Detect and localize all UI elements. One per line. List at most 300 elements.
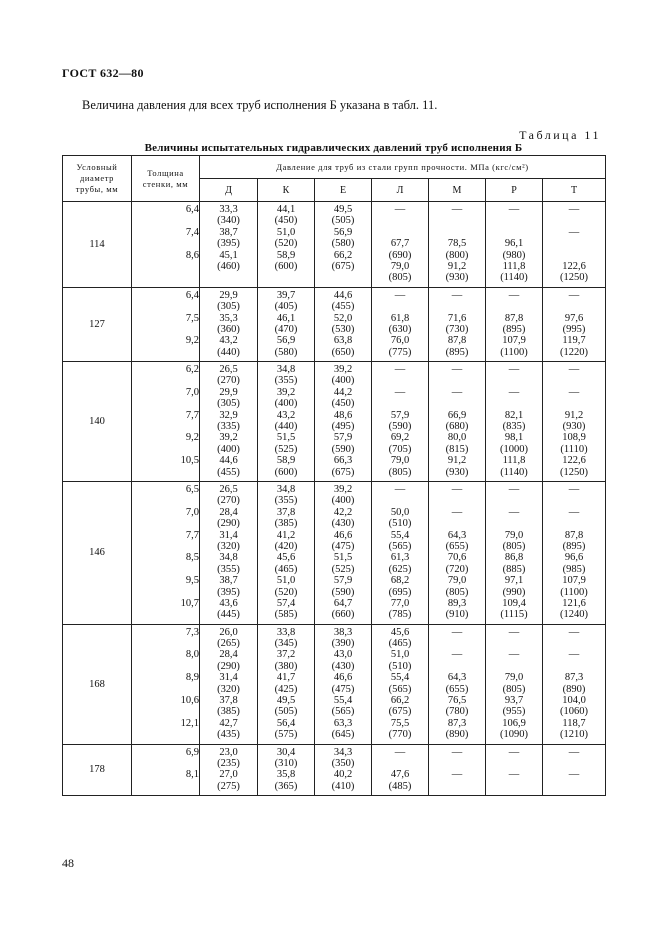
cell-line: (1100) bbox=[560, 586, 588, 598]
cell-line: 44,2 bbox=[333, 386, 353, 398]
cell-line bbox=[486, 375, 542, 386]
cell-line: — bbox=[508, 506, 520, 518]
cell-line: (310) bbox=[274, 757, 298, 769]
cell-line: (895) bbox=[562, 540, 586, 552]
cell-line: 46,6 bbox=[333, 672, 353, 684]
cell-line: — bbox=[568, 769, 580, 781]
cell-line: — bbox=[451, 364, 463, 376]
cell-line: (805) bbox=[445, 586, 469, 598]
cell-line bbox=[132, 518, 199, 529]
pressure-cell bbox=[372, 362, 429, 482]
cell-line bbox=[132, 301, 199, 312]
cell-line: (1110) bbox=[560, 443, 588, 455]
cell-line: — bbox=[568, 386, 580, 398]
cell-line: 67,7 bbox=[390, 238, 410, 250]
cell-line: 45,6 bbox=[390, 626, 410, 638]
cell-line bbox=[429, 638, 485, 649]
document-header: ГОСТ 632—80 bbox=[62, 66, 144, 80]
cell-line: 57,4 bbox=[276, 597, 296, 609]
table-label: Таблица 11 bbox=[519, 128, 601, 142]
cell-line: 111,8 bbox=[502, 455, 526, 467]
pressure-cell bbox=[486, 202, 543, 288]
cell-line: 107,9 bbox=[562, 575, 586, 587]
cell-line: 51,0 bbox=[276, 226, 296, 238]
cell-line: 46,6 bbox=[333, 529, 353, 541]
cell-line: (335) bbox=[217, 421, 240, 433]
cell-line bbox=[429, 398, 485, 409]
cell-line: (695) bbox=[388, 586, 412, 598]
thickness-cell bbox=[132, 362, 200, 482]
cell-line bbox=[132, 684, 199, 695]
cell-line: (930) bbox=[445, 272, 469, 284]
cell-line: 43,2 bbox=[219, 335, 238, 347]
grade-header: К bbox=[258, 179, 315, 202]
cell-line bbox=[543, 518, 605, 529]
cell-line: (1250) bbox=[560, 466, 588, 478]
cell-line: 8,6 bbox=[185, 249, 199, 261]
cell-line: (930) bbox=[445, 466, 469, 478]
pressure-header: Давление для труб из стали групп прочности. МПа (кгс/см²) bbox=[200, 156, 606, 179]
cell-line: 51,5 bbox=[276, 432, 296, 444]
pressure-cell bbox=[258, 287, 315, 361]
cell-line: — bbox=[508, 626, 520, 638]
cell-line: 39,2 bbox=[276, 386, 296, 398]
cell-line: (400) bbox=[217, 443, 240, 455]
cell-line: 28,4 bbox=[219, 506, 238, 518]
cell-line: — bbox=[568, 289, 580, 301]
cell-line: (990) bbox=[502, 586, 526, 598]
cell-line: (895) bbox=[445, 346, 469, 358]
cell-line: — bbox=[451, 746, 463, 758]
pressure-cell bbox=[486, 481, 543, 624]
cell-line bbox=[429, 661, 485, 672]
diameter-cell: 146 bbox=[63, 481, 132, 624]
cell-line: (590) bbox=[388, 421, 412, 433]
cell-line: 89,3 bbox=[447, 597, 467, 609]
cell-line: 44,6 bbox=[219, 455, 238, 467]
cell-line bbox=[132, 706, 199, 717]
cell-line bbox=[372, 495, 428, 506]
cell-line: — bbox=[508, 649, 520, 661]
cell-line: 96,6 bbox=[564, 552, 584, 564]
cell-line: 9,5 bbox=[185, 575, 199, 587]
cell-line: 79,0 bbox=[504, 529, 524, 541]
cell-line bbox=[429, 227, 485, 238]
cell-line bbox=[486, 301, 542, 312]
cell-line: — bbox=[394, 289, 406, 301]
cell-line: (475) bbox=[331, 540, 355, 552]
cell-line bbox=[132, 238, 199, 249]
cell-line bbox=[543, 375, 605, 386]
pressure-cell bbox=[429, 624, 486, 744]
cell-line: (815) bbox=[445, 443, 469, 455]
cell-line: 78,5 bbox=[447, 238, 467, 250]
cell-line: 37,8 bbox=[219, 695, 238, 707]
cell-line: 55,4 bbox=[390, 672, 410, 684]
pressure-cell bbox=[315, 362, 372, 482]
cell-line bbox=[132, 444, 199, 455]
cell-line: (440) bbox=[217, 346, 240, 358]
cell-line: 79,0 bbox=[504, 672, 524, 684]
cell-line bbox=[132, 609, 199, 620]
cell-line: 44,6 bbox=[333, 289, 353, 301]
cell-line: (575) bbox=[274, 729, 298, 741]
cell-line: 108,9 bbox=[562, 432, 586, 444]
cell-line: 119,7 bbox=[562, 335, 586, 347]
cell-line: (730) bbox=[445, 323, 469, 335]
cell-line: 122,6 bbox=[562, 455, 586, 467]
cell-line: 44,1 bbox=[276, 204, 296, 215]
cell-line: 8,1 bbox=[185, 769, 199, 781]
cell-line: 26,5 bbox=[219, 483, 238, 495]
cell-line bbox=[132, 467, 199, 478]
diameter-cell: 168 bbox=[63, 624, 132, 744]
cell-line: 28,4 bbox=[219, 649, 238, 661]
cell-line bbox=[486, 758, 542, 769]
cell-line: (235) bbox=[217, 757, 240, 769]
cell-line: (525) bbox=[274, 443, 298, 455]
cell-line: (600) bbox=[274, 260, 298, 272]
cell-line: (770) bbox=[388, 729, 412, 741]
cell-line: (470) bbox=[274, 323, 298, 335]
pressure-cell bbox=[372, 481, 429, 624]
pressure-cell bbox=[543, 287, 606, 361]
cell-line: 26,0 bbox=[219, 626, 238, 638]
cell-line: 56,9 bbox=[333, 226, 353, 238]
cell-line: 39,7 bbox=[276, 289, 296, 301]
pressure-cell bbox=[543, 624, 606, 744]
cell-line: 58,9 bbox=[276, 249, 296, 261]
cell-line: — bbox=[568, 506, 580, 518]
thickness-cell bbox=[132, 744, 200, 796]
cell-line: (565) bbox=[331, 706, 355, 718]
cell-line: (660) bbox=[331, 609, 355, 621]
cell-line: (995) bbox=[562, 323, 586, 335]
cell-line bbox=[429, 758, 485, 769]
pressure-cell bbox=[486, 744, 543, 796]
cell-line: (400) bbox=[331, 495, 355, 507]
cell-line: (1100) bbox=[500, 346, 528, 358]
cell-line: (675) bbox=[388, 706, 412, 718]
cell-line: (590) bbox=[331, 443, 355, 455]
cell-line: (465) bbox=[388, 638, 412, 650]
cell-line bbox=[543, 781, 605, 792]
cell-line: 6,2 bbox=[185, 364, 199, 376]
cell-line: (805) bbox=[388, 272, 412, 284]
pressure-cell bbox=[486, 287, 543, 361]
cell-line: 87,3 bbox=[447, 717, 467, 729]
cell-line bbox=[486, 495, 542, 506]
cell-line: — bbox=[508, 364, 520, 376]
diameter-cell: 114 bbox=[63, 202, 132, 288]
cell-line: 106,9 bbox=[502, 717, 526, 729]
cell-line: 49,5 bbox=[276, 695, 296, 707]
cell-line: 34,3 bbox=[333, 746, 353, 758]
cell-line: (885) bbox=[502, 563, 526, 575]
pressure-cell bbox=[486, 362, 543, 482]
cell-line: 7,7 bbox=[185, 409, 199, 421]
cell-line: 86,8 bbox=[504, 552, 524, 564]
cell-line: — bbox=[451, 506, 463, 518]
cell-line bbox=[132, 421, 199, 432]
cell-line: 9,2 bbox=[185, 432, 199, 444]
cell-line: (1140) bbox=[500, 272, 528, 284]
cell-line: 69,2 bbox=[390, 432, 410, 444]
cell-line: — bbox=[508, 746, 520, 758]
cell-line: (270) bbox=[217, 495, 240, 507]
cell-line bbox=[132, 375, 199, 386]
cell-line bbox=[543, 238, 605, 249]
cell-line: 63,8 bbox=[333, 335, 353, 347]
table-row bbox=[63, 481, 606, 624]
cell-line: — bbox=[394, 483, 406, 495]
cell-line bbox=[372, 398, 428, 409]
cell-line: 50,0 bbox=[390, 506, 410, 518]
cell-line: (455) bbox=[331, 301, 355, 313]
cell-line: 66,2 bbox=[390, 695, 410, 707]
cell-line: (930) bbox=[562, 421, 586, 433]
cell-line: 39,2 bbox=[333, 483, 353, 495]
cell-line: (385) bbox=[217, 706, 240, 718]
pressure-cell bbox=[315, 287, 372, 361]
cell-line: (465) bbox=[274, 563, 298, 575]
cell-line: (580) bbox=[331, 238, 355, 250]
cell-line: 6,4 bbox=[185, 204, 199, 215]
grade-header: Е bbox=[315, 179, 372, 202]
cell-line: — bbox=[508, 204, 520, 215]
cell-line: (705) bbox=[388, 443, 412, 455]
cell-line bbox=[132, 324, 199, 335]
cell-line: (650) bbox=[331, 346, 355, 358]
cell-line bbox=[132, 398, 199, 409]
cell-line: — bbox=[451, 386, 463, 398]
cell-line: 7,5 bbox=[185, 312, 199, 324]
cell-line: (800) bbox=[445, 249, 469, 261]
cell-line bbox=[132, 215, 199, 226]
cell-line bbox=[543, 215, 605, 226]
cell-line: (630) bbox=[388, 323, 412, 335]
cell-line: 98,1 bbox=[504, 432, 524, 444]
cell-line: 40,2 bbox=[333, 769, 353, 781]
cell-line: (405) bbox=[274, 301, 298, 313]
pressure-cell bbox=[200, 287, 258, 361]
cell-line bbox=[543, 398, 605, 409]
cell-line bbox=[132, 758, 199, 769]
cell-line: — bbox=[568, 746, 580, 758]
pressure-cell bbox=[258, 202, 315, 288]
cell-line: (445) bbox=[217, 609, 240, 621]
cell-line: 109,4 bbox=[502, 597, 526, 609]
table-row bbox=[63, 202, 606, 288]
cell-line: (350) bbox=[331, 757, 355, 769]
cell-line bbox=[486, 661, 542, 672]
cell-line: 51,0 bbox=[390, 649, 410, 661]
cell-line: 61,8 bbox=[390, 312, 410, 324]
cell-line: 80,0 bbox=[447, 432, 467, 444]
grade-header: Л bbox=[372, 179, 429, 202]
cell-line: 39,2 bbox=[333, 364, 353, 376]
cell-line: 87,8 bbox=[564, 529, 584, 541]
cell-line bbox=[429, 495, 485, 506]
cell-line bbox=[429, 518, 485, 529]
cell-line: — bbox=[568, 483, 580, 495]
cell-line bbox=[486, 227, 542, 238]
cell-line: (345) bbox=[274, 638, 298, 650]
cell-line: (355) bbox=[274, 375, 298, 387]
cell-line: (435) bbox=[217, 729, 240, 741]
cell-line: 63,3 bbox=[333, 717, 353, 729]
grade-header: Д bbox=[200, 179, 258, 202]
cell-line: (320) bbox=[217, 540, 240, 552]
cell-line: (400) bbox=[331, 375, 355, 387]
cell-line: — bbox=[568, 226, 580, 238]
page-number: 48 bbox=[62, 856, 74, 870]
cell-line: 111,8 bbox=[502, 260, 526, 272]
cell-line: 57,9 bbox=[333, 432, 353, 444]
cell-line bbox=[486, 518, 542, 529]
cell-line: 66,9 bbox=[447, 409, 467, 421]
cell-line: 51,5 bbox=[333, 552, 353, 564]
cell-line: (380) bbox=[274, 660, 298, 672]
cell-line: — bbox=[508, 769, 520, 781]
cell-line: 55,4 bbox=[333, 695, 353, 707]
pressure-cell bbox=[200, 202, 258, 288]
cell-line bbox=[372, 301, 428, 312]
cell-line: (495) bbox=[331, 421, 355, 433]
cell-line: 43,2 bbox=[276, 409, 296, 421]
cell-line bbox=[372, 758, 428, 769]
cell-line: 37,8 bbox=[276, 506, 296, 518]
cell-line bbox=[132, 661, 199, 672]
pressure-cell bbox=[372, 287, 429, 361]
pressure-cell bbox=[315, 202, 372, 288]
cell-line bbox=[429, 301, 485, 312]
cell-line: 52,0 bbox=[333, 312, 353, 324]
cell-line: 107,9 bbox=[502, 335, 526, 347]
cell-line: 51,0 bbox=[276, 575, 296, 587]
cell-line bbox=[132, 729, 199, 740]
table-row bbox=[63, 744, 606, 796]
cell-line: 10,6 bbox=[180, 695, 199, 707]
cell-line: — bbox=[451, 626, 463, 638]
cell-line: (680) bbox=[445, 421, 469, 433]
cell-line: (265) bbox=[217, 638, 240, 650]
pressure-cell bbox=[372, 624, 429, 744]
cell-line bbox=[486, 215, 542, 226]
cell-line: (805) bbox=[502, 683, 526, 695]
cell-line: (425) bbox=[274, 683, 298, 695]
cell-line: 71,6 bbox=[447, 312, 467, 324]
cell-line: 76,5 bbox=[447, 695, 467, 707]
cell-line bbox=[132, 272, 199, 283]
cell-line bbox=[132, 781, 199, 792]
cell-line: 91,2 bbox=[564, 409, 584, 421]
cell-line: 10,5 bbox=[180, 455, 199, 467]
cell-line: (690) bbox=[388, 249, 412, 261]
pressure-cell bbox=[429, 362, 486, 482]
cell-line: (1210) bbox=[560, 729, 588, 741]
cell-line: (355) bbox=[274, 495, 298, 507]
pressure-cell bbox=[200, 362, 258, 482]
cell-line: 70,6 bbox=[447, 552, 467, 564]
cell-line: (1220) bbox=[560, 346, 588, 358]
cell-line bbox=[132, 495, 199, 506]
cell-line: (530) bbox=[331, 323, 355, 335]
cell-line: 27,0 bbox=[219, 769, 238, 781]
cell-line: (625) bbox=[388, 563, 412, 575]
cell-line: — bbox=[451, 289, 463, 301]
cell-line: 121,6 bbox=[562, 597, 586, 609]
cell-line bbox=[372, 227, 428, 238]
cell-line: — bbox=[394, 746, 406, 758]
cell-line: — bbox=[508, 483, 520, 495]
pressure-cell bbox=[258, 362, 315, 482]
pressure-cell bbox=[486, 624, 543, 744]
cell-line: (430) bbox=[331, 660, 355, 672]
cell-line bbox=[429, 781, 485, 792]
cell-line: (290) bbox=[217, 660, 240, 672]
cell-line bbox=[132, 564, 199, 575]
cell-line: (525) bbox=[331, 563, 355, 575]
cell-line: (355) bbox=[217, 563, 240, 575]
cell-line: 38,7 bbox=[219, 575, 238, 587]
cell-line: 66,2 bbox=[333, 249, 353, 261]
cell-line: 91,2 bbox=[447, 260, 467, 272]
cell-line: 23,0 bbox=[219, 746, 238, 758]
cell-line: (985) bbox=[562, 563, 586, 575]
pressure-cell bbox=[543, 362, 606, 482]
cell-line: (450) bbox=[274, 215, 298, 227]
cell-line: 79,0 bbox=[447, 575, 467, 587]
cell-line: 48,6 bbox=[333, 409, 353, 421]
cell-line: 97,1 bbox=[504, 575, 524, 587]
cell-line: — bbox=[568, 204, 580, 215]
cell-line: 39,2 bbox=[219, 432, 238, 444]
cell-line: (805) bbox=[388, 466, 412, 478]
cell-line bbox=[429, 215, 485, 226]
cell-line: 34,8 bbox=[219, 552, 238, 564]
cell-line: 10,7 bbox=[180, 597, 199, 609]
cell-line: — bbox=[451, 483, 463, 495]
cell-line: 12,1 bbox=[180, 717, 199, 729]
cell-line: 26,5 bbox=[219, 364, 238, 376]
cell-line: (1250) bbox=[560, 272, 588, 284]
cell-line: 7,3 bbox=[185, 626, 199, 638]
cell-line: (510) bbox=[388, 660, 412, 672]
cell-line: (565) bbox=[388, 540, 412, 552]
cell-line: (505) bbox=[331, 215, 355, 227]
cell-line: (475) bbox=[331, 683, 355, 695]
cell-line: (1060) bbox=[560, 706, 588, 718]
cell-line bbox=[200, 272, 257, 283]
cell-line: 49,5 bbox=[333, 204, 353, 215]
pressure-cell bbox=[315, 481, 372, 624]
cell-line: 41,2 bbox=[276, 529, 296, 541]
cell-line: 64,3 bbox=[447, 672, 467, 684]
cell-line: 96,1 bbox=[504, 238, 524, 250]
cell-line: (455) bbox=[217, 466, 240, 478]
cell-line: — bbox=[568, 364, 580, 376]
cell-line: — bbox=[394, 386, 406, 398]
cell-line: 7,7 bbox=[185, 529, 199, 541]
cell-line: (320) bbox=[217, 683, 240, 695]
diameter-cell: 140 bbox=[63, 362, 132, 482]
cell-line bbox=[543, 495, 605, 506]
cell-line: 7,4 bbox=[185, 226, 199, 238]
table-row bbox=[63, 624, 606, 744]
cell-line: (895) bbox=[502, 323, 526, 335]
cell-line: 77,0 bbox=[390, 597, 410, 609]
